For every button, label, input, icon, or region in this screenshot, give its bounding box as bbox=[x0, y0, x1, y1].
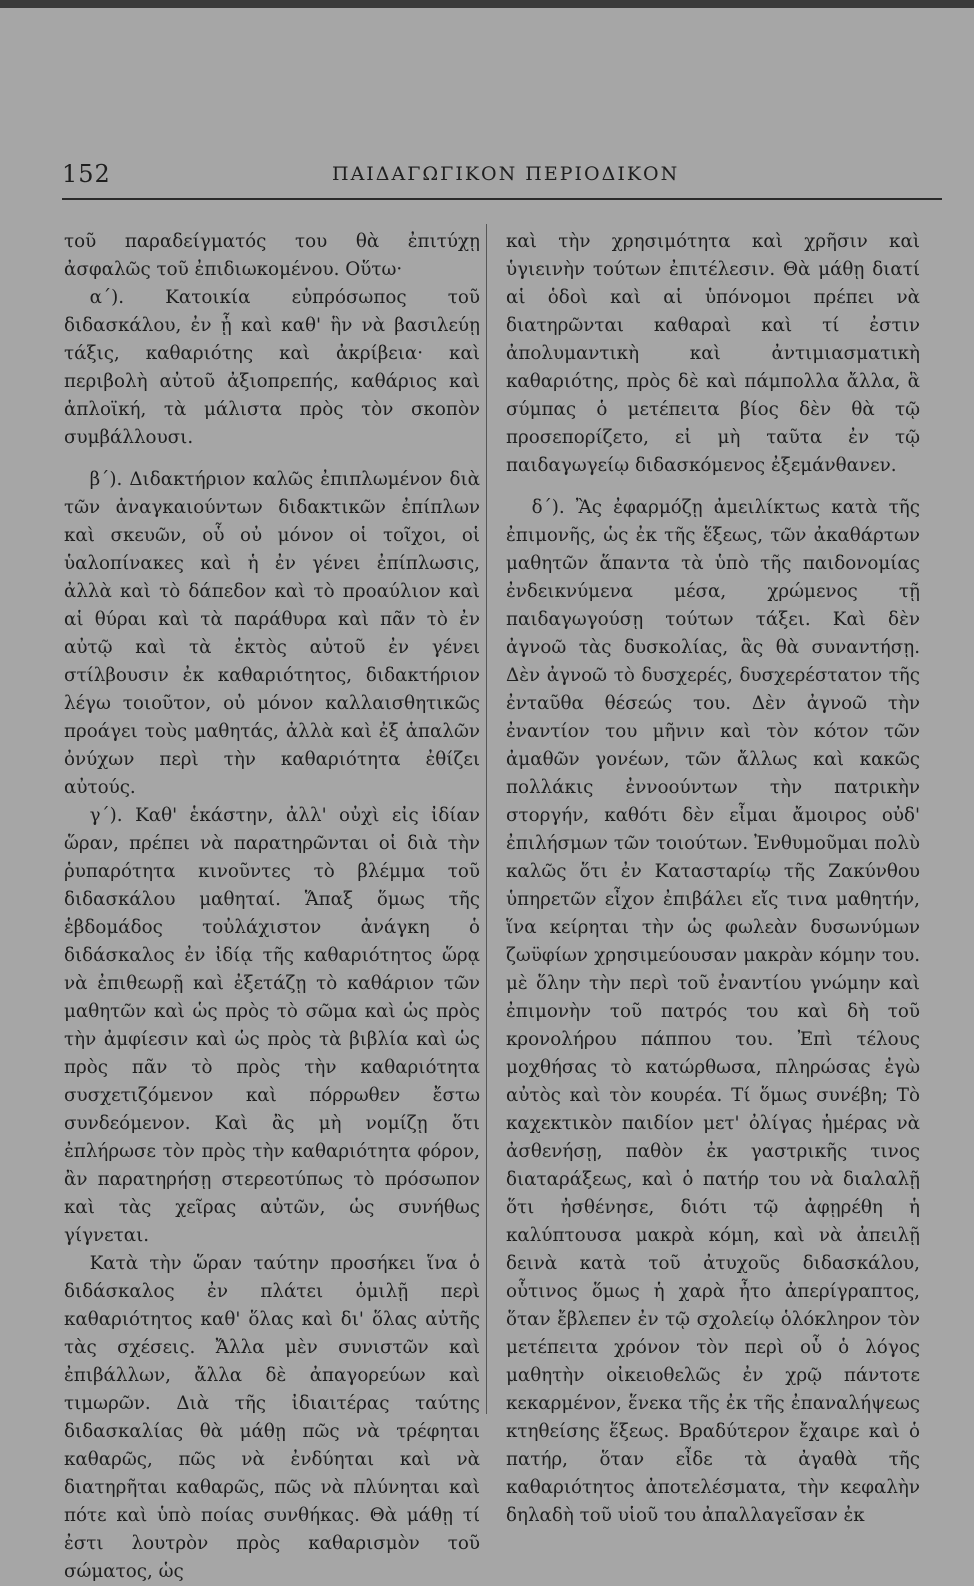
paragraph: β΄). Διδακτήριον καλῶς ἐπιπλωμένον διὰ τῶν ἀναγκαιούντων διδακτικῶν ἐπίπλων καὶ σκευῶν, οὗ οὐ μόνον οἱ τοῖχοι, οἱ ὑαλοπίνακες καὶ ἡ ἐν γένει ἐπίπλωσις, ἀλλὰ καὶ τὸ δάπεδον καὶ τὸ προαύλιον καὶ αἱ θύραι καὶ τὰ παράθυρα καὶ πᾶν τὸ ἐν αὐτῷ καὶ τὰ ἐκτὸς αὐτοῦ ἐν γένει στίλβουσιν ἐκ καθαριότητος, διδακτήριον λέγω τοιοῦτον, οὐ μόνον καλλαισθητικῶς προάγει τοὺς μαθητάς, ἀλλὰ καὶ ἐξ ἁπαλῶν ὀνύχων περὶ τὴν καθαριότητα ἐθίζει αὐτούς. bbox=[64, 469, 480, 798]
paragraph: καὶ τὴν χρησιμότητα καὶ χρῆσιν καὶ ὑγιεινὴν τούτων ἐπιτέλεσιν. Θὰ μάθῃ διατί αἱ ὁδοὶ καὶ αἱ ὑπόνομοι πρέπει νὰ διατηρῶνται καθαραὶ καὶ τί ἐστιν ἀπολυμαντικὴ καὶ ἀντιμιασματικὴ καθαριότης, πρὸς δὲ καὶ πάμπολλα ἄλλα, ἃ σύμπας ὁ μετέπειτα βίος δὲν θὰ τῷ προσεπορίζετο, εἰ μὴ ταῦτα ἐν τῷ παιδαγωγείῳ διδασκόμενος ἐξεμάνθανεν. bbox=[506, 231, 920, 476]
column-rule bbox=[486, 224, 487, 1414]
running-head bbox=[62, 160, 942, 188]
journal-title: ΠΑΙΔΑΓΩΓΙΚΟΝ ΠΕΡΙΟΔΙΚΟΝ bbox=[332, 163, 680, 185]
page-number: 152 bbox=[62, 160, 111, 188]
right-column bbox=[506, 228, 920, 1530]
paragraph: Κατὰ τὴν ὥραν ταύτην προσήκει ἵνα ὁ διδάσκαλος ἐν πλάτει ὁμιλῇ περὶ καθαριότητος καθ' ὅλας καὶ δι' ὅλας αὐτῆς τὰς σχέσεις. Ἄλλα μὲν συνιστῶν καὶ ἐπιβάλλων, ἄλλα δὲ ἀπαγορεύων καὶ τιμωρῶν. Διὰ τῆς ἰδιαιτέρας ταύτης διδασκαλίας θὰ μάθῃ πῶς νὰ τρέφηται καθαρῶς, πῶς νὰ ἐνδύηται καὶ νὰ διατηρῆται καθαρῶς, πῶς νὰ πλύνηται καὶ πότε καὶ ὑπὸ ποίας συνθήκας. Θὰ μάθῃ τί ἐστι λουτρὸν πρὸς καθαρισμὸν τοῦ σώματος, ὡς bbox=[64, 1253, 480, 1582]
page-top-edge bbox=[0, 0, 974, 8]
paragraph: τοῦ παραδείγματός του θὰ ἐπιτύχῃ ἀσφαλῶς τοῦ ἐπιδιωκομένου. Οὕτω· bbox=[64, 231, 480, 280]
paragraph: γ΄). Καθ' ἑκάστην, ἀλλ' οὐχὶ εἰς ἰδίαν ὥραν, πρέπει νὰ παρατηρῶνται οἱ διὰ τὴν ῥυπαρότητα κινοῦντες τὸ βλέμμα τοῦ διδασκάλου μαθηταί. Ἅπαξ ὅμως τῆς ἑβδομάδος τοὐλάχιστον ἀνάγκη ὁ διδάσκαλος ἐν ἰδίᾳ τῆς καθαριότητος ὥρᾳ νὰ ἐπιθεωρῇ καὶ ἐξετάζῃ τὸ καθάριον τῶν μαθητῶν καὶ ὡς πρὸς τὸ σῶμα καὶ ὡς πρὸς τὴν ἀμφίεσιν καὶ ὡς πρὸς τὰ βιβλία καὶ ὡς πρὸς πᾶν τὸ πρὸς τὴν καθαριότητα συσχετιζόμενον καὶ πόρρωθεν ἔστω συνδεόμενον. Καὶ ἂς μὴ νομίζῃ ὅτι ἐπλήρωσε τὸν πρὸς τὴν καθαριότητα φόρον, ἂν παρατηρήσῃ στερεοτύπως τὸ πρόσωπον καὶ τὰς χεῖρας αὐτῶν, ὡς συνήθως γίγνεται. bbox=[64, 805, 480, 1246]
header-rule bbox=[62, 198, 942, 200]
paragraph: α΄). Κατοικία εὐπρόσωπος τοῦ διδασκάλου, ἐν ᾗ καὶ καθ' ἣν νὰ βασιλεύῃ τάξις, καθαριότης καὶ ἀκρίβεια· καὶ περιβολὴ αὐτοῦ ἀξιοπρεπής, καθάριος καὶ ἁπλοϊκή, τὰ μάλιστα πρὸς τὸν σκοπὸν συμβάλλουσι. bbox=[64, 287, 480, 448]
paragraph: δ΄). Ἂς ἐφαρμόζῃ ἀμειλίκτως κατὰ τῆς ἐπιμονῆς, ὡς ἐκ τῆς ἕξεως, τῶν ἀκαθάρτων μαθητῶν ἅπαντα τὰ ὑπὸ τῆς παιδονομίας ἐνδεικνύμενα μέσα, χρώμενος τῇ παιδαγωγούσῃ τούτων τάξει. Καὶ δὲν ἀγνοῶ τὰς δυσκολίας, ἃς θὰ συναντήσῃ. Δὲν ἀγνοῶ τὸ δυσχερές, δυσχερέστατον τῆς ἐνταῦθα θέσεώς του. Δὲν ἀγνοῶ τὴν ἐναντίον του μῆνιν καὶ τὸν κότον τῶν ἀμαθῶν γονέων, τῶν ἄλλως καὶ κακῶς πολλάκις ἐννοούντων τὴν πατρικὴν στοργήν, καθότι δὲν εἶμαι ἄμοιρος οὐδ' ἐπιλήσμων τῶν τοιούτων. Ἐνθυμοῦμαι πολὺ καλῶς ὅτι ἐν Κατασταρίῳ τῆς Ζακύνθου ὑπηρετῶν εἶχον ἐπιβάλει εἴς τινα μαθητήν, ἵνα κείρηται τὴν ὡς φωλεὰν δυσωνύμων ζωϋφίων χρησιμεύουσαν μακρὰν κόμην του. μὲ ὅλην τὴν περὶ τοῦ ἐναντίου γνώμην καὶ ἐπιμονὴν τοῦ πατρός του καὶ δὴ τοῦ κρονολήρου πάππου του. Ἐπὶ τέλους μοχθήσας τὸ κατώρθωσα, πληρώσας ἐγὼ αὐτὸς καὶ τὸν κουρέα. Τί ὅμως συνέβη; Τὸ καχεκτικὸν παιδίον μετ' ὀλίγας ἡμέρας νὰ ἀσθενήσῃ, παθὸν ἐκ γαστρικῆς τινος διαταράξεως, καὶ ὁ πατήρ του νὰ διαλαλῇ ὅτι ἠσθένησε, διότι τῷ ἀφῃρέθη ἡ καλύπτουσα μακρὰ κόμη, καὶ νὰ ἀπειλῇ δεινὰ κατὰ τοῦ ἀτυχοῦς διδασκάλου, οὗτινος ὅμως ἡ χαρὰ ἦτο ἀπερίγραπτος, ὅταν ἔβλεπεν ἐν τῷ σχολείῳ ὁλόκληρον τὸν μετέπειτα χρόνον τὸν περὶ οὗ ὁ λόγος μαθητὴν οἰκειοθελῶς ἐν χρῷ πάντοτε κεκαρμένον, ἕνεκα τῆς ἐκ τῆς ἐπαναλήψεως κτηθείσης ἕξεως. Βραδύτερον ἔχαιρε καὶ ὁ πατήρ, ὅταν εἶδε τὰ ἀγαθὰ τῆς καθαριότητος ἀποτελέσματα, τὴν κεφαλὴν δηλαδὴ τοῦ υἱοῦ του ἀπαλλαγεῖσαν ἐκ bbox=[506, 497, 920, 1526]
left-column bbox=[64, 228, 480, 1586]
